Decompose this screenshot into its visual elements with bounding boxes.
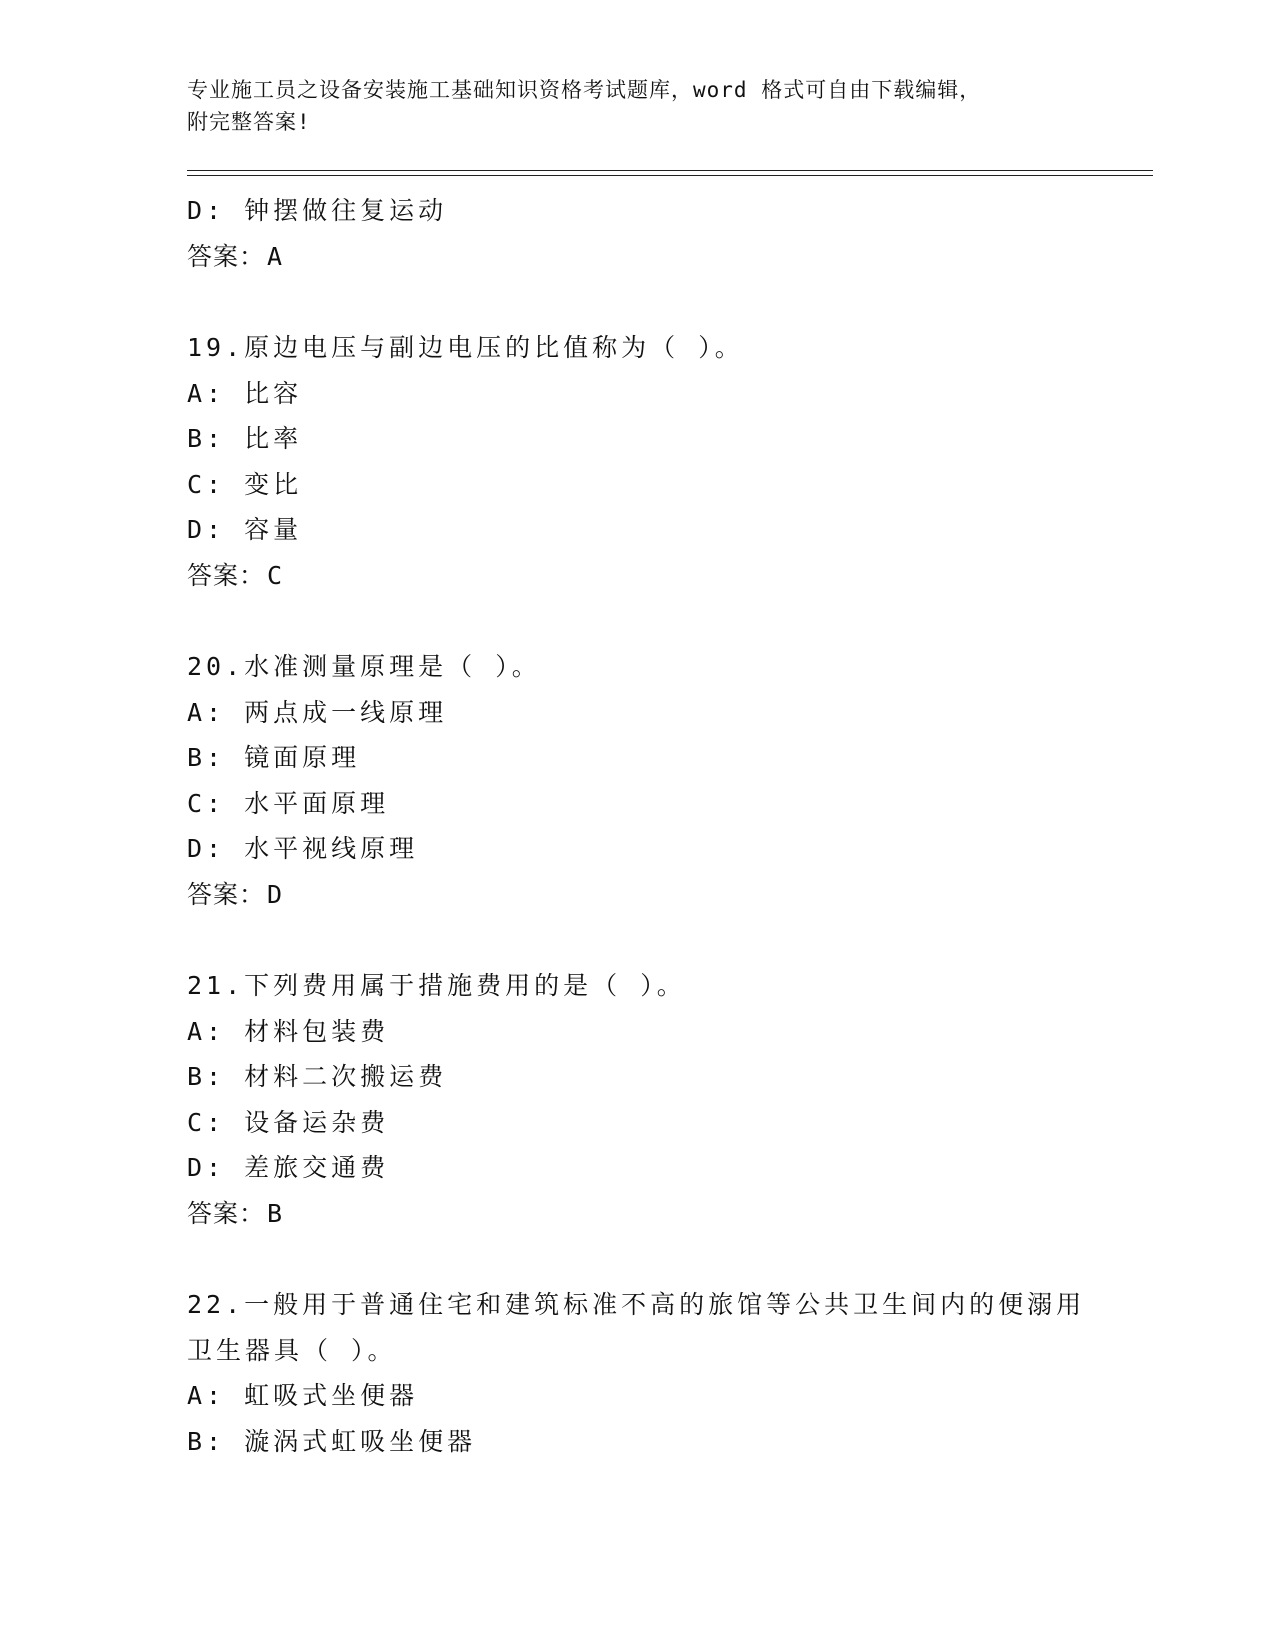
question-22	[187, 1282, 1137, 1464]
header-line-1: 专业施工员之设备安装施工基础知识资格考试题库，word 格式可自由下载编辑，	[187, 78, 982, 102]
answer-label: 答案：	[187, 241, 266, 271]
question-stem: 19.原边电压与副边电压的比值称为（ ）。	[187, 333, 744, 362]
answer-label: 答案：	[187, 879, 266, 909]
answer	[187, 1191, 1137, 1237]
question-21	[187, 963, 1137, 1236]
prev-answer	[187, 234, 1137, 280]
header-divider-bottom	[187, 175, 1153, 176]
option-a: A: 比容	[187, 378, 303, 408]
option-d: D: 水平视线原理	[187, 834, 419, 863]
option-b: B: 镜面原理	[187, 743, 361, 772]
document-header	[187, 74, 1087, 138]
option-a: A: 两点成一线原理	[187, 697, 448, 727]
question-19	[187, 325, 1137, 598]
option-c: C: 水平面原理	[187, 788, 390, 818]
answer-label: 答案：	[187, 560, 266, 590]
answer-value: C	[267, 560, 284, 590]
option-a: A: 材料包装费	[187, 1016, 390, 1046]
option-c: C: 设备运杂费	[187, 1107, 390, 1137]
answer-value: B	[267, 1198, 284, 1228]
option-b: B: 材料二次搬运费	[187, 1062, 448, 1091]
answer-value: A	[267, 241, 284, 271]
question-stem: 21.下列费用属于措施费用的是（ ）。	[187, 971, 686, 1000]
question-20	[187, 644, 1137, 917]
prev-option-d: D: 钟摆做往复运动	[187, 196, 448, 225]
option-b: B: 比率	[187, 424, 303, 453]
option-d: D: 容量	[187, 515, 303, 544]
option-b: B: 漩涡式虹吸坐便器	[187, 1426, 477, 1456]
answer-label: 答案：	[187, 1198, 266, 1228]
question-stem: 20.水准测量原理是（ ）。	[187, 652, 541, 681]
option-a: A: 虹吸式坐便器	[187, 1381, 419, 1410]
answer-value: D	[267, 879, 284, 909]
header-divider-top	[187, 170, 1153, 171]
option-d: D: 差旅交通费	[187, 1153, 390, 1182]
header-line-2: 附完整答案!	[187, 110, 311, 134]
answer	[187, 553, 1137, 599]
answer	[187, 872, 1137, 918]
question-stem-line-1: 22.一般用于普通住宅和建筑标准不高的旅馆等公共卫生间内的便溺用	[187, 1290, 1086, 1319]
option-c: C: 变比	[187, 469, 303, 499]
question-stem-line-2: 卫生器具（ ）。	[187, 1335, 397, 1365]
question-list	[187, 188, 1137, 1464]
